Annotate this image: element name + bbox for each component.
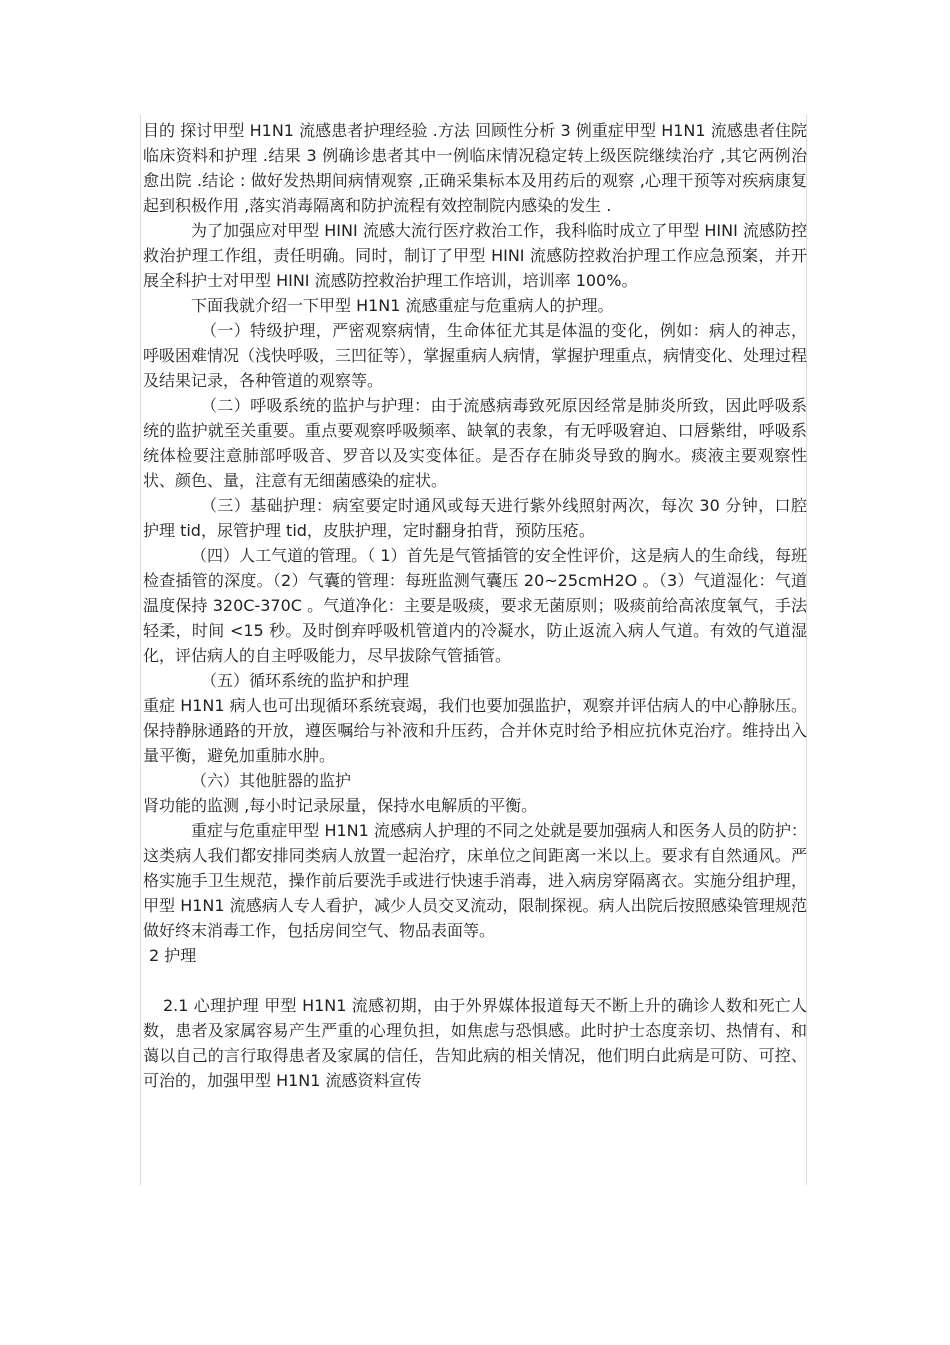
section-5-paragraph: 重症 H1N1 病人也可出现循环系统衰竭，我们也要加强监护，观察并评估病人的中心静脉压。保持静脉通路的开放，遵医嘱给与补液和升压药，合并休克时给予相应抗休克治疗。维持出入量平衡，避免加重肺水肿。 bbox=[143, 696, 807, 765]
left-margin-line bbox=[140, 115, 141, 1185]
section-1-paragraph: （一）特级护理，严密观察病情，生命体征尤其是体温的变化，例如：病人的神志，呼吸困难情况（浅快呼吸，三凹征等），掌握重病人病情，掌握护理重点，病情变化、处理过程及结果记录，各种管道的观察等。 bbox=[143, 321, 808, 390]
section-6-paragraph: 肾功能的监测 ,每小时记录尿量，保持水电解质的平衡。 bbox=[143, 796, 538, 815]
section-2-heading: 2 护理 bbox=[149, 946, 197, 965]
document-body bbox=[143, 118, 807, 1093]
section-4-paragraph: （四）人工气道的管理。（ 1）首先是气管插管的安全性评价，这是病人的生命线，每班检查插管的深度。（2）气囊的管理：每班监测气囊压 20~25cmH2O 。（3）气道湿化：气道温度保持 320C-370C 。气道净化：主要是吸痰，要求无菌原则；吸痰前给高浓度氧气，手法轻柔，时间 <15 秒。及时倒弃呼吸机管道内的冷凝水，防止返流入病人气道。有效的气道湿化，评估病人的自主呼吸能力，尽早拔除气管插管。 bbox=[143, 546, 807, 665]
section-3-paragraph: （三）基础护理：病室要定时通风或每天进行紫外线照射两次，每次 30 分钟，口腔护理 tid，尿管护理 tid，皮肤护理，定时翻身拍背，预防压疮。 bbox=[143, 496, 807, 540]
intro-sentence: 下面我就介绍一下甲型 H1N1 流感重症与危重病人的护理。 bbox=[191, 296, 614, 315]
section-5-heading: （五）循环系统的监护和护理 bbox=[201, 671, 410, 690]
protection-paragraph: 重症与危重症甲型 H1N1 流感病人护理的不同之处就是要加强病人和医务人员的防护：这类病人我们都安排同类病人放置一起治疗，床单位之间距离一米以上。要求有自然通风。严格实施手卫生规范，操作前后要洗手或进行快速手消毒，进入病房穿隔离衣。实施分组护理，甲型 H1N1 流感病人专人看护，减少人员交叉流动，限制探视。病人出院后按照感染管理规范做好终末消毒工作，包括房间空气、物品表面等。 bbox=[143, 821, 807, 940]
blank-line bbox=[143, 968, 807, 993]
psychological-care-paragraph: 2.1 心理护理 甲型 H1N1 流感初期，由于外界媒体报道每天不断上升的确诊人数和死亡人数，患者及家属容易产生严重的心理负担，如焦虑与恐惧感。此时护士态度亲切、热情有、和蔼以自己的言行取得患者及家属的信任，告知此病的相关情况，他们明白此病是可防、可控、可治的，加强甲型 H1N1 流感资料宣传 bbox=[143, 996, 807, 1090]
abstract-paragraph: 目的 探讨甲型 H1N1 流感患者护理经验 .方法 回顾性分析 3 例重症甲型 H1N1 流感患者住院临床资料和护理 .结果 3 例确诊患者其中一例临床情况稳定转上级医院继续治疗 ,其它两例治愈出院 .结论 : 做好发热期间病情观察 ,正确采集标本及用药后的观察 ,心理干预等对疾病康复起到积极作用 ,落实消毒隔离和防护流程有效控制院内感染的发生 . bbox=[143, 121, 807, 215]
section-6-heading: （六）其他脏器的监护 bbox=[191, 771, 352, 790]
section-2-paragraph: （二）呼吸系统的监护与护理：由于流感病毒致死原因经常是肺炎所致，因此呼吸系统的监护就至关重要。重点要观察呼吸频率、缺氧的表象，有无呼吸窘迫、口唇紫绀，呼吸系统体检要注意肺部呼吸音、罗音以及实变体征。是否存在肺炎导致的胸水。痰液主要观察性状、颜色、量，注意有无细菌感染的症状。 bbox=[143, 396, 807, 490]
intro-paragraph: 为了加强应对甲型 HINI 流感大流行医疗救治工作，我科临时成立了甲型 HINI 流感防控救治护理工作组，责任明确。同时，制订了甲型 HINI 流感防控救治护理工作应急预案，并开展全科护士对甲型 HINI 流感防控救治护理工作培训，培训率 100%。 bbox=[143, 221, 807, 290]
